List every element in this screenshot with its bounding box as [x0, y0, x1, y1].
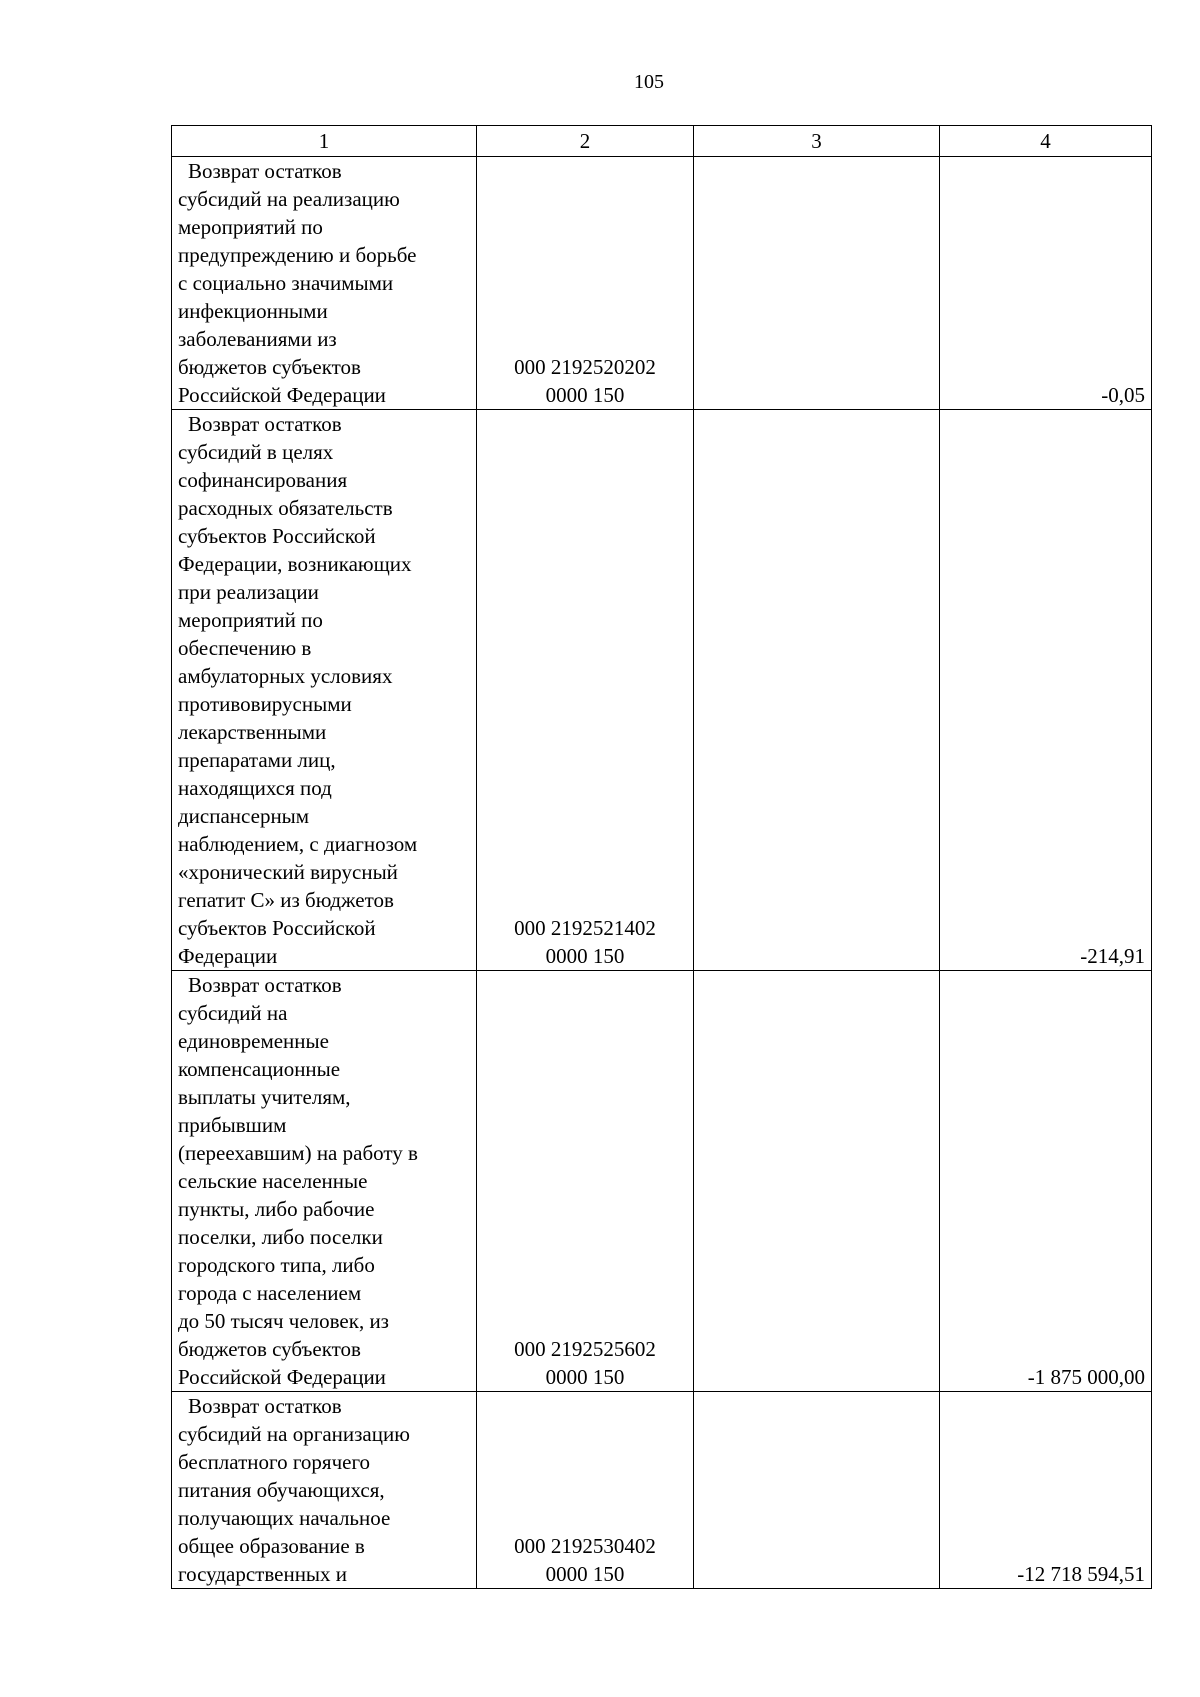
row-amount: -1 875 000,00 [940, 971, 1152, 1392]
description-line: препаратами лиц, [178, 748, 336, 772]
table-row [172, 410, 1152, 971]
description-line: бюджетов субъектов [178, 1337, 361, 1361]
description-line: пункты, либо рабочие [178, 1197, 375, 1221]
description-line: предупреждению и борьбе [178, 243, 417, 267]
description-line: заболеваниями из [178, 327, 337, 351]
description-line: прибывшим [178, 1113, 287, 1137]
row-column-3 [694, 157, 940, 410]
column-header-1: 1 [172, 126, 477, 157]
row-amount: -12 718 594,51 [940, 1392, 1152, 1589]
budget-code-line: 0000 150 [545, 1562, 625, 1586]
column-header-3: 3 [694, 126, 940, 157]
description-line: расходных обязательств [178, 496, 393, 520]
row-description [172, 971, 477, 1392]
budget-code-line: 000 2192521402 [514, 916, 656, 940]
table-row [172, 157, 1152, 410]
description-line: (переехавшим) на работу в [178, 1141, 418, 1165]
description-line: Российской Федерации [178, 383, 386, 407]
row-amount: -0,05 [940, 157, 1152, 410]
description-line: Российской Федерации [178, 1365, 386, 1389]
column-header-2: 2 [477, 126, 694, 157]
description-line: городского типа, либо [178, 1253, 375, 1277]
row-description [172, 410, 477, 971]
description-line: города с населением [178, 1281, 362, 1305]
table-row [172, 1392, 1152, 1589]
description-line: лекарственными [178, 720, 327, 744]
row-budget-code [477, 410, 694, 971]
description-line: «хронический вирусный [178, 860, 398, 884]
description-line: бюджетов субъектов [178, 355, 361, 379]
budget-code-line: 0000 150 [545, 383, 625, 407]
description-line: поселки, либо поселки [178, 1225, 383, 1249]
description-line: с социально значимыми [178, 271, 394, 295]
description-line: мероприятий по [178, 215, 323, 239]
row-amount: -214,91 [940, 410, 1152, 971]
description-line: Федерации [178, 944, 278, 968]
description-line: противовирусными [178, 692, 352, 716]
description-line: мероприятий по [178, 608, 323, 632]
description-line: субсидий на реализацию [178, 187, 400, 211]
budget-code-line: 000 2192525602 [514, 1337, 656, 1361]
description-line: Возврат остатков [188, 412, 342, 436]
row-budget-code [477, 971, 694, 1392]
budget-code-line: 0000 150 [545, 944, 625, 968]
budget-code-line: 000 2192520202 [514, 355, 656, 379]
description-line: единовременные [178, 1029, 329, 1053]
row-column-3 [694, 410, 940, 971]
description-line: обеспечению в [178, 636, 312, 660]
description-line: субсидий в целях [178, 440, 334, 464]
description-line: субъектов Российской [178, 524, 376, 548]
description-line: компенсационные [178, 1057, 341, 1081]
description-line: Возврат остатков [188, 1394, 342, 1418]
description-line: питания обучающихся, [178, 1478, 385, 1502]
description-line: при реализации [178, 580, 319, 604]
row-description [172, 1392, 477, 1589]
description-line: субъектов Российской [178, 916, 376, 940]
description-line: гепатит С» из бюджетов [178, 888, 394, 912]
description-line: Возврат остатков [188, 973, 342, 997]
column-header-4: 4 [940, 126, 1152, 157]
description-line: Возврат остатков [188, 159, 342, 183]
description-line: до 50 тысяч человек, из [178, 1309, 389, 1333]
description-line: диспансерным [178, 804, 310, 828]
description-line: Федерации, возникающих [178, 552, 412, 576]
description-line: общее образование в [178, 1534, 365, 1558]
description-line: бесплатного горячего [178, 1450, 371, 1474]
row-budget-code [477, 157, 694, 410]
row-budget-code [477, 1392, 694, 1589]
row-column-3 [694, 1392, 940, 1589]
table-row [172, 971, 1152, 1392]
description-line: сельские населенные [178, 1169, 368, 1193]
budget-table [171, 125, 1152, 1589]
description-line: амбулаторных условиях [178, 664, 393, 688]
description-line: субсидий на организацию [178, 1422, 410, 1446]
description-line: субсидий на [178, 1001, 288, 1025]
description-line: государственных и [178, 1562, 348, 1586]
budget-code-line: 0000 150 [545, 1365, 625, 1389]
description-line: наблюдением, с диагнозом [178, 832, 418, 856]
description-line: находящихся под [178, 776, 332, 800]
table-header-row [172, 126, 1152, 157]
row-description [172, 157, 477, 410]
page-number: 105 [634, 71, 664, 93]
description-line: выплаты учителям, [178, 1085, 351, 1109]
description-line: инфекционными [178, 299, 328, 323]
description-line: получающих начальное [178, 1506, 391, 1530]
table-body [172, 157, 1152, 1589]
description-line: софинансирования [178, 468, 348, 492]
budget-code-line: 000 2192530402 [514, 1534, 656, 1558]
row-column-3 [694, 971, 940, 1392]
